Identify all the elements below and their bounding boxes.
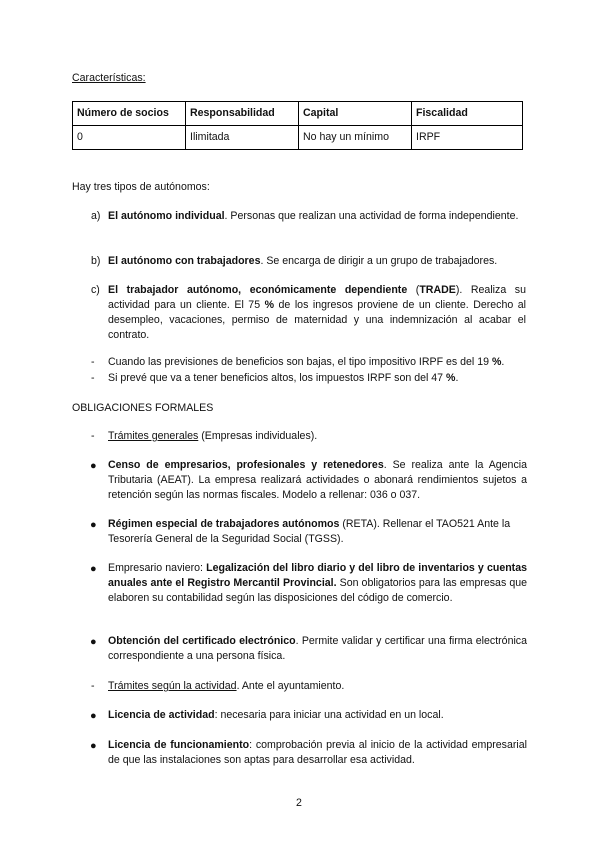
dash-marker: - [91,372,95,384]
item-bold: Legalización del libro diario y del libro de inventarios y cuentas anuales ante el Registro Mercantil Provincial. [108,562,527,589]
list-item-trade [108,283,526,343]
bullet-marker: ● [90,519,97,531]
item-bold: El autónomo individual [108,210,225,222]
bullet-item-censo [108,458,527,503]
intro-text: Hay tres tipos de autónomos: [72,181,210,193]
table-header-cell: Número de socios [73,102,186,126]
item-bold: Licencia de actividad [108,709,215,721]
table-header-cell: Fiscalidad [412,102,523,126]
item-bold-pct: % [446,372,456,384]
bullet-marker: ● [90,740,97,752]
item-text: . Ante el ayuntamiento. [236,680,345,692]
item-bold-pct: % [491,356,502,368]
obligaciones-heading: OBLIGACIONES FORMALES [72,402,214,414]
tramites-actividad-link: Trámites según la actividad [108,680,237,692]
list-marker: a) [91,210,101,222]
bullet-marker: ● [90,710,97,722]
item-text: (RETA). Rellenar el TAO521 Ante la Tesorería General de la Seguridad Social (TGSS). [108,518,511,545]
item-text: Cuando las previsiones de beneficios son bajas, el tipo impositivo IRPF es del 19 [108,356,492,368]
item-bold: Régimen especial de trabajadores autónomos [108,518,340,530]
dash-marker: - [91,430,95,442]
item-bold-trade: TRADE [419,284,456,296]
item-bold: Obtención del certificado electrónico [108,635,296,647]
item-text: : necesaria para iniciar una actividad en un local. [214,709,444,721]
item-text: ). Realiza su actividad para un cliente. El 75 [108,284,526,311]
tramites-generales-link: Trámites generales [108,430,199,442]
item-bold: El autónomo con trabajadores [108,255,261,267]
item-bold: El trabajador autónomo, económicamente dependiente [108,284,408,296]
item-bold-pct: % [264,299,275,311]
item-bold: Censo de empresarios, profesionales y retenedores [108,459,384,471]
bullet-item-reta [108,517,528,547]
table-row [73,126,523,150]
item-text: . Personas que realizan una actividad de forma independiente. [224,210,519,222]
page-number: 2 [296,797,302,809]
item-text: ( [407,284,420,296]
dash-item-irpf-alto [108,371,528,386]
table-header-cell: Responsabilidad [186,102,299,126]
tramites-generales-item [108,429,528,444]
item-bold: Licencia de funcionamiento [108,739,250,751]
bullet-item-licencia-actividad [108,708,528,723]
tramites-actividad-item [108,679,528,694]
bullet-item-licencia-funcionamiento [108,738,527,768]
item-text: Si prevé que va a tener beneficios altos, los impuestos IRPF son del 47 [108,372,447,384]
item-text: de los ingresos proviene de un cliente. Derecho al desempleo, vacaciones, permiso de maternidad y una indemnización al acabar el contrato. [108,299,526,341]
item-text: Son obligatorios para las empresas que elaboren su contabilidad según las disposiciones del código de comercio. [108,577,528,604]
list-item-autonomo-individual [108,209,526,224]
item-text: . Permite validar y certificar una firma electrónica correspondiente a una persona física. [108,635,527,662]
item-text: : comprobación previa al inicio de la actividad empresarial de que las instalaciones son aptas para desarrollar esa actividad. [108,739,527,766]
item-text: . Se encarga de dirigir a un grupo de trabajadores. [260,255,498,267]
list-marker: c) [91,284,100,296]
table-header-row [73,102,523,126]
list-item-autonomo-trabajadores [108,254,528,269]
characteristics-table [72,101,523,150]
bullet-marker: ● [90,636,97,648]
table-cell: 0 [73,126,186,150]
dash-item-irpf-bajo [108,355,528,370]
dash-marker: - [91,356,95,368]
table-header-cell: Capital [299,102,412,126]
table-cell: IRPF [412,126,523,150]
dash-marker: - [91,680,95,692]
table-cell: No hay un mínimo [299,126,412,150]
bullet-item-naviero [108,561,527,606]
table-cell: Ilimitada [186,126,299,150]
caracteristicas-heading: Características: [72,72,146,84]
item-text: (Empresas individuales). [198,430,318,442]
bullet-marker: ● [90,460,97,472]
item-text: . [455,372,459,384]
item-text: . [501,356,505,368]
item-text: . Se realiza ante la Agencia Tributaria (AEAT). La empresa realizará actividades o abonará rendimientos sujetos a retención según las normas fiscales. Modelo a rellenar: 036 o 037. [108,459,527,501]
bullet-item-certificado [108,634,527,664]
list-marker: b) [91,255,101,267]
item-text: Empresario naviero: [108,562,207,574]
bullet-marker: ● [90,563,97,575]
